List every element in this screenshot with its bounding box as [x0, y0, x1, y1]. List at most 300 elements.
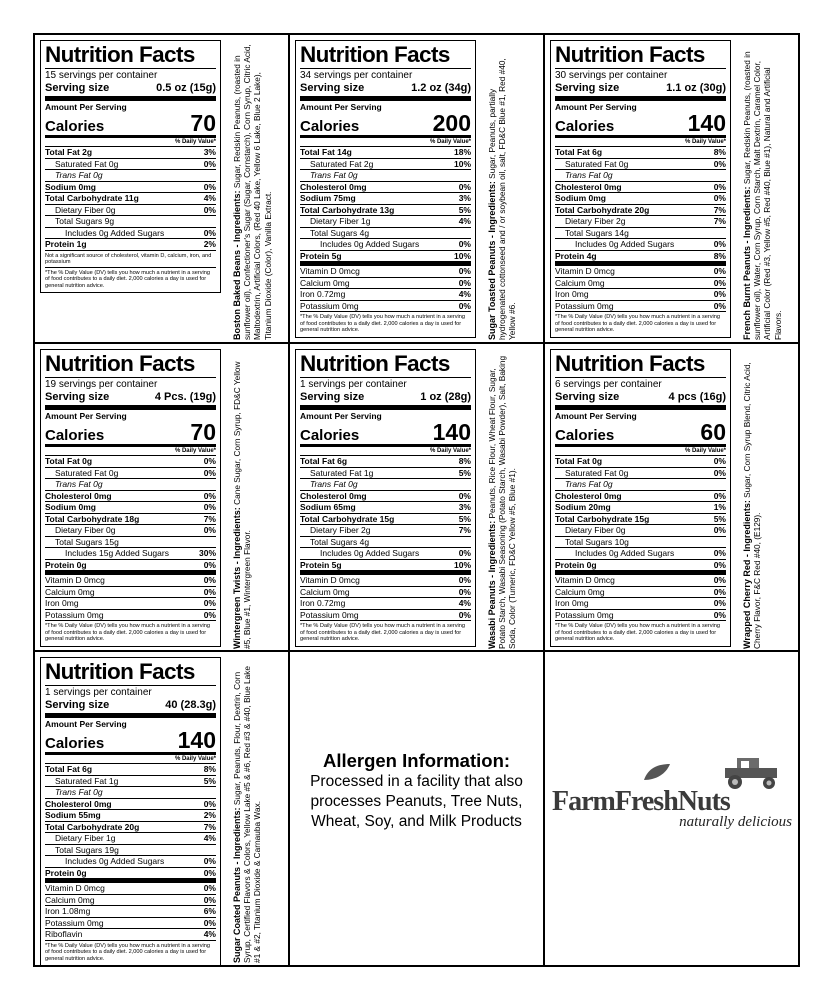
nutrient-label: Saturated Fat 0g: [565, 158, 629, 169]
nutrient-dv: 8%: [713, 147, 726, 157]
nutrient-row: [45, 147, 216, 159]
nutrient-label: Dietary Fiber 1g: [310, 216, 371, 226]
nutrient-dv: 5%: [713, 513, 726, 524]
nutrient-dv: 0%: [203, 798, 216, 809]
nutrient-dv: 0%: [458, 181, 471, 192]
nutrient-row: [45, 799, 216, 811]
nutrient-dv: 6%: [203, 906, 216, 916]
nutrient-label: Potassium 0mg: [555, 300, 614, 311]
amount-per-serving: Amount Per Serving: [300, 102, 382, 112]
nutrient-row: [555, 301, 726, 313]
nutrient-label: Total Carbohydrate 11g: [45, 193, 139, 203]
daily-value-header: % Daily Value*: [555, 138, 726, 147]
nutrient-dv: 0%: [203, 598, 216, 608]
nutrient-label: Vitamin D 0mcg: [555, 266, 615, 276]
serving-size-value: 40 (28.3g): [165, 699, 216, 711]
nutrient-row: [300, 193, 471, 205]
product-cell: [545, 344, 798, 651]
nutrient-row: [300, 468, 471, 480]
nutrient-dv: 2%: [203, 810, 216, 820]
nutrient-dv: 0%: [458, 266, 471, 276]
nutrient-label: Iron 0mg: [555, 598, 589, 608]
nutrient-dv: 7%: [203, 821, 216, 832]
leaf-icon: [642, 762, 672, 782]
nutrient-label: Total Fat 6g: [555, 147, 603, 157]
nutrient-row: [45, 776, 216, 788]
nutrient-row: [300, 479, 471, 491]
nutrient-row: [300, 266, 471, 278]
nutrient-label: Protein 5g: [300, 559, 342, 570]
footnote: *The % Daily Value (DV) tells you how much a nutrient in a serving of food contributes to a daily diet. 2,000 calories a day is used for general nutrition advice.: [555, 314, 720, 334]
nutrient-label: Total Fat 0g: [555, 456, 603, 466]
nutrient-dv: 4%: [458, 216, 471, 226]
nutrient-label: Total Fat 14g: [300, 147, 352, 157]
serving-size-label: Serving size: [45, 391, 110, 403]
ingredients-text: Sugar, Redskin Peanuts, (roasted in sunflower oil), Confectioner's Sugar (Sugar, Cornstarch), Corn Syrup, Citric Acid, Maltodextrin, Artificial Colors, (Red 40 Lake, Yellow 6 Lake, Blue 2 Lake), Titanium Dioxide (Color), Vanilla Extract.: [232, 44, 273, 340]
daily-value-header: % Daily Value*: [300, 447, 471, 456]
nutrient-row: [45, 205, 216, 217]
nutrient-row: [300, 560, 471, 576]
nutrient-label: Calcium 0mg: [555, 277, 605, 288]
nutrient-dv: 5%: [458, 467, 471, 478]
serving-size-row: [300, 82, 471, 101]
nutrient-dv: 4%: [203, 193, 216, 203]
nutrient-row: [300, 182, 471, 194]
footnote: *The % Daily Value (DV) tells you how much a nutrient in a serving of food contributes to a daily diet. 2,000 calories a day is used for general nutrition advice.: [45, 623, 210, 643]
nutrient-dv: 0%: [713, 575, 726, 585]
nutrient-row: [45, 918, 216, 930]
nutrient-label: Vitamin D 0mcg: [555, 575, 615, 585]
nutrient-label: Total Carbohydrate 20g: [45, 821, 140, 832]
calories-value: 70: [190, 419, 216, 445]
nutrient-label: Dietary Fiber 0g: [55, 204, 116, 215]
calories-row: [45, 112, 216, 138]
calories-row: [555, 112, 726, 138]
nutrient-dv: 0%: [713, 490, 726, 501]
nutrient-label: Calcium 0mg: [555, 586, 605, 597]
nutrient-dv: 0%: [713, 609, 726, 620]
ingredients-rotated: [742, 44, 783, 340]
servings-per-container: 34 servings per container: [300, 68, 471, 82]
nutrient-dv: 0%: [203, 227, 216, 238]
product-name: Wasabi Peanuts - Ingredients:: [487, 520, 497, 649]
nutrient-row: [300, 278, 471, 290]
nutrient-label: Total Sugars 4g: [310, 536, 370, 547]
product-name: Sugar Toasted Peanuts - Ingredients:: [487, 181, 497, 340]
nutrient-dv: 0%: [203, 894, 216, 905]
nutrient-label: Includes 0g Added Sugars: [320, 239, 420, 249]
nutrition-facts-title: Nutrition Facts: [45, 351, 195, 376]
serving-size-value: 0.5 oz (15g): [156, 82, 216, 94]
nutrient-row: [300, 456, 471, 468]
nutrient-row: [555, 468, 726, 480]
nutrient-label: Trans Fat 0g: [55, 170, 103, 180]
calories-label: Calories: [45, 118, 105, 135]
nutrient-dv: 0%: [713, 277, 726, 288]
nutrition-facts-panel: [40, 657, 221, 965]
nutrient-label: Vitamin D 0mcg: [300, 266, 360, 276]
daily-value-header: % Daily Value*: [45, 447, 216, 456]
nutrient-label: Saturated Fat 0g: [55, 467, 119, 478]
product-name: Boston Baked Beans - Ingredients:: [232, 190, 242, 340]
amount-per-serving: Amount Per Serving: [45, 102, 127, 112]
brand-logo: [552, 768, 792, 831]
nutrient-row: [300, 491, 471, 503]
nutrient-label: Total Carbohydrate 20g: [555, 204, 650, 215]
footnote: *The % Daily Value (DV) tells you how much a nutrient in a serving of food contributes to a daily diet. 2,000 calories a day is used for general nutrition advice.: [300, 623, 465, 643]
calories-label: Calories: [555, 427, 615, 444]
nutrient-label: Vitamin D 0mcg: [45, 575, 105, 585]
nutrient-label: Vitamin D 0mcg: [45, 883, 105, 893]
nutrient-label: Sodium 0mg: [45, 181, 97, 192]
ingredients-text: Sugar, Peanuts, partially hydrogenated cottonseed and / or soybean oil, salt, FD&C Blue #1, Red #40, Yellow #6.: [487, 58, 518, 340]
nutrient-label: Includes 0g Added Sugars: [575, 548, 675, 558]
nutrition-facts-title: Nutrition Facts: [555, 42, 705, 67]
amount-per-serving: Amount Per Serving: [555, 102, 637, 112]
nutrient-dv: 0%: [458, 277, 471, 288]
ingredients-text: Peanuts, Rice Flour, Wheat Flour, Sugar, Potato Starch, Wasabi Seasoning (Potato Starch, Wasabi Powder), Salt, Baking Soda, Color (Tumeric, FD&C Yellow #5, Blue #1).: [487, 355, 518, 649]
nutrient-dv: 0%: [203, 609, 216, 620]
nutrient-label: Trans Fat 0g: [565, 170, 613, 180]
serving-size-value: 4 Pcs. (19g): [154, 391, 216, 403]
nutrient-row: [555, 537, 726, 549]
nutrient-dv: 7%: [713, 216, 726, 226]
nutrient-row: [45, 170, 216, 182]
nutrient-row: [300, 514, 471, 526]
serving-size-value: 1.1 oz (30g): [666, 82, 726, 94]
nutrient-label: Iron 0mg: [555, 289, 589, 299]
nutrient-label: Trans Fat 0g: [55, 787, 103, 797]
nutrient-label: Total Sugars 4g: [310, 227, 370, 238]
nutrient-row: [45, 787, 216, 799]
nutrient-label: Total Carbohydrate 13g: [300, 204, 395, 215]
nutrient-label: Sodium 0mg: [555, 193, 607, 203]
nutrient-label: Protein 4g: [555, 250, 597, 261]
nutrient-dv: 7%: [458, 525, 471, 535]
nutrient-label: Dietary Fiber 1g: [55, 833, 116, 843]
nutrient-label: Sodium 65mg: [300, 502, 356, 512]
nutrient-dv: 0%: [713, 559, 726, 570]
nutrient-label: Dietary Fiber 0g: [55, 525, 116, 535]
calories-value: 70: [190, 110, 216, 136]
nutrient-row: [555, 251, 726, 267]
nutrient-label: Total Carbohydrate 15g: [300, 513, 395, 524]
nutrient-dv: 3%: [458, 193, 471, 203]
nutrient-label: Total Sugars 9g: [55, 216, 115, 226]
product-cell: [290, 35, 543, 342]
nutrient-row: [555, 239, 726, 251]
calories-label: Calories: [45, 735, 105, 752]
nutrient-label: Vitamin D 0mcg: [300, 575, 360, 585]
nutrient-row: [45, 548, 216, 560]
nutrient-label: Trans Fat 0g: [55, 479, 103, 489]
calories-row: [45, 421, 216, 447]
serving-size-value: 4 pcs (16g): [668, 391, 726, 403]
serving-size-label: Serving size: [45, 82, 110, 94]
nutrient-row: [300, 587, 471, 599]
footnote: *The % Daily Value (DV) tells you how much a nutrient in a serving of food contributes to a daily diet. 2,000 calories a day is used for general nutrition advice.: [555, 623, 720, 643]
nutrient-dv: 0%: [713, 158, 726, 169]
nutrient-row: [300, 610, 471, 622]
nutrient-row: [300, 205, 471, 217]
nutrient-dv: 5%: [458, 513, 471, 524]
nutrient-row: [300, 216, 471, 228]
nutrient-row: [300, 147, 471, 159]
nutrient-label: Trans Fat 0g: [565, 479, 613, 489]
nutrient-dv: 1%: [713, 502, 726, 512]
nutrition-facts-panel: [40, 40, 221, 293]
nutrient-dv: 0%: [203, 490, 216, 501]
nutrient-label: Iron 0.72mg: [300, 289, 346, 299]
nutrient-label: Calcium 0mg: [45, 894, 95, 905]
nutrient-label: Protein 0g: [45, 867, 87, 878]
nutrient-row: [300, 548, 471, 560]
nutrient-label: Sodium 20mg: [555, 502, 611, 512]
nutrient-dv: 0%: [203, 502, 216, 512]
nutrient-dv: 0%: [203, 181, 216, 192]
nutrient-label: Potassium 0mg: [555, 609, 614, 620]
nutrition-facts-panel: [295, 349, 476, 647]
nutrient-label: Saturated Fat 0g: [565, 467, 629, 478]
product-cell: [35, 652, 288, 965]
ingredients-text: Sugar, Redskin Peanuts, (roasted in sunflower oil), Water, Corn Syrup, Corn Starch, Malt Dextrin, Caramel Color, Artificial Color (Red #3, Yellow #5, Red #40, Blue #1), Natural and Artificial Flavors.: [742, 51, 783, 340]
nutrient-dv: 0%: [713, 193, 726, 203]
daily-value-header: % Daily Value*: [555, 447, 726, 456]
nutrient-row: [300, 502, 471, 514]
nutrient-label: Potassium 0mg: [45, 917, 104, 928]
nutrient-label: Calcium 0mg: [300, 277, 350, 288]
nutrition-facts-title: Nutrition Facts: [45, 42, 195, 67]
nutrient-label: Potassium 0mg: [45, 609, 104, 620]
nutrient-dv: 0%: [203, 856, 216, 866]
nutrient-row: [45, 906, 216, 918]
nutrient-dv: 3%: [203, 147, 216, 157]
product-cell: [290, 344, 543, 651]
nutrient-label: Saturated Fat 0g: [55, 158, 119, 169]
nutrient-row: [555, 598, 726, 610]
nutrition-facts-panel: [295, 40, 476, 338]
nutrient-row: [555, 456, 726, 468]
nutrient-row: [45, 575, 216, 587]
nutrient-label: Total Fat 0g: [45, 456, 93, 466]
servings-per-container: 19 servings per container: [45, 377, 216, 391]
nutrient-row: [45, 560, 216, 576]
nutrient-row: [300, 575, 471, 587]
nutrient-dv: 4%: [203, 929, 216, 939]
nutrient-row: [555, 479, 726, 491]
nutrient-label: Total Carbohydrate 15g: [555, 513, 650, 524]
nutrient-dv: 0%: [203, 204, 216, 215]
nutrient-row: [45, 822, 216, 834]
nutrient-dv: 0%: [713, 467, 726, 478]
nutrition-facts-title: Nutrition Facts: [555, 351, 705, 376]
nutrient-row: [45, 228, 216, 240]
serving-size-label: Serving size: [555, 82, 620, 94]
nutrient-label: Cholesterol 0mg: [45, 490, 112, 501]
nutrient-row: [45, 491, 216, 503]
ingredients-text: Sugar, Peanuts, Flour, Dextrin, Corn Syrup, Certified Flavors & Colors, Yellow Lake #5 & #6, Red #3 & #40, Blue Lake #1 & #2, Titanium Dioxide & Carnauba Wax.: [232, 665, 263, 963]
serving-size-label: Serving size: [555, 391, 620, 403]
nutrient-dv: 30%: [198, 548, 216, 558]
amount-per-serving: Amount Per Serving: [555, 411, 637, 421]
calories-row: [300, 421, 471, 447]
calories-label: Calories: [555, 118, 615, 135]
ingredients-rotated: [232, 353, 252, 649]
nutrient-label: Trans Fat 0g: [310, 479, 358, 489]
nutrient-row: [300, 170, 471, 182]
ingredients-text: Cane Sugar, Corn Syrup, FD&C Yellow #5, Blue #1, Wintergreen Flavor.: [232, 361, 253, 649]
nutrient-label: Includes 0g Added Sugars: [575, 239, 675, 249]
nutrient-label: Protein 0g: [555, 559, 597, 570]
nutrient-row: [555, 491, 726, 503]
calories-value: 140: [687, 110, 726, 136]
ingredients-rotated: [487, 353, 518, 649]
serving-size-label: Serving size: [300, 82, 365, 94]
nutrient-dv: 0%: [713, 586, 726, 597]
nutrient-label: Dietary Fiber 0g: [565, 525, 626, 535]
servings-per-container: 15 servings per container: [45, 68, 216, 82]
nutrient-row: [45, 537, 216, 549]
nutrient-label: Iron 0.72mg: [300, 598, 346, 608]
nutrient-row: [45, 883, 216, 895]
nutrient-dv: 0%: [713, 525, 726, 535]
nutrient-label: Iron 0mg: [45, 598, 79, 608]
nutrient-dv: 0%: [458, 490, 471, 501]
nutrient-dv: 0%: [713, 548, 726, 558]
calories-label: Calories: [300, 118, 360, 135]
nutrient-label: Trans Fat 0g: [310, 170, 358, 180]
nutrient-dv: 4%: [203, 833, 216, 843]
nutrient-label: Total Carbohydrate 18g: [45, 513, 140, 524]
nutrient-row: [555, 228, 726, 240]
daily-value-header: % Daily Value*: [300, 138, 471, 147]
nutrient-label: Dietary Fiber 2g: [310, 525, 371, 535]
nutrient-dv: 0%: [203, 525, 216, 535]
nutrient-dv: 5%: [458, 204, 471, 215]
product-name: French Burnt Peanuts - Ingredients:: [742, 186, 752, 340]
nutrient-dv: 0%: [203, 559, 216, 570]
nutrient-label: Total Sugars 15g: [55, 536, 119, 547]
calories-row: [300, 112, 471, 138]
ingredients-text: Sugar, Corn Syrup Blend, Citric Acid, Cherry Flavor, F&C Red #40, (E129).: [742, 362, 763, 649]
ingredients-rotated: [487, 44, 518, 340]
nutrient-row: [45, 479, 216, 491]
calories-value: 140: [177, 727, 216, 753]
nutrient-dv: 0%: [458, 300, 471, 311]
nutrition-sheet: [33, 33, 800, 967]
nutrient-label: Potassium 0mg: [300, 300, 359, 311]
calories-row: [555, 421, 726, 447]
nutrient-row: [45, 468, 216, 480]
nutrient-row: [555, 548, 726, 560]
allergen-info: [290, 750, 543, 832]
nutrient-label: Protein 0g: [45, 559, 87, 570]
nutrient-row: [555, 575, 726, 587]
nutrient-dv: 5%: [203, 775, 216, 786]
nutrient-label: Sodium 55mg: [45, 810, 101, 820]
nutrient-dv: 8%: [203, 764, 216, 774]
footnote: *The % Daily Value (DV) tells you how much a nutrient in a serving of food contributes to a daily diet. 2,000 calories a day is used for general nutrition advice.: [45, 942, 210, 962]
ingredients-rotated: [232, 44, 273, 340]
nutrient-row: [300, 525, 471, 537]
nutrient-label: Total Sugars 14g: [565, 227, 629, 238]
nutrient-label: Total Fat 6g: [45, 764, 93, 774]
nutrient-label: Protein 5g: [300, 250, 342, 261]
nutrient-dv: 0%: [458, 586, 471, 597]
nutrient-label: Dietary Fiber 2g: [565, 216, 626, 226]
nutrient-label: Saturated Fat 2g: [310, 158, 374, 169]
nutrient-dv: 3%: [458, 502, 471, 512]
product-cell: [545, 35, 798, 342]
amount-per-serving: Amount Per Serving: [45, 719, 127, 729]
nutrient-label: Protein 1g: [45, 239, 87, 249]
nutrient-row: [45, 895, 216, 907]
nutrient-row: [45, 764, 216, 776]
daily-value-header: % Daily Value*: [45, 138, 216, 147]
amount-per-serving: Amount Per Serving: [45, 411, 127, 421]
serving-size-row: [45, 699, 216, 718]
calories-value: 60: [700, 419, 726, 445]
nutrition-facts-title: Nutrition Facts: [45, 659, 195, 684]
nutrient-dv: 0%: [203, 917, 216, 928]
nutrient-label: Saturated Fat 1g: [310, 467, 374, 478]
nutrient-dv: 0%: [713, 300, 726, 311]
nutrient-dv: 0%: [203, 575, 216, 585]
brand-name: FarmFreshNuts: [552, 786, 730, 817]
nutrient-dv: 0%: [713, 289, 726, 299]
nutrient-row: [555, 610, 726, 622]
nutrient-row: [555, 182, 726, 194]
nutrient-label: Cholesterol 0mg: [555, 490, 622, 501]
nutrient-label: Saturated Fat 1g: [55, 775, 119, 786]
nutrient-dv: 0%: [713, 266, 726, 276]
nutrient-row: [555, 289, 726, 301]
product-name: Wintergreen Twists - Ingredients:: [232, 507, 242, 649]
nutrient-row: [45, 833, 216, 845]
nutrition-facts-panel: [550, 40, 731, 338]
nutrient-row: [45, 502, 216, 514]
ingredients-rotated: [232, 660, 263, 963]
servings-per-container: 6 servings per container: [555, 377, 726, 391]
nutrient-label: Cholesterol 0mg: [45, 798, 112, 809]
nutrient-row: [300, 598, 471, 610]
nutrient-row: [45, 868, 216, 884]
nutrient-row: [45, 929, 216, 941]
nutrient-dv: 7%: [713, 204, 726, 215]
nutrient-label: Total Sugars 10g: [565, 536, 629, 547]
daily-value-header: % Daily Value*: [45, 755, 216, 764]
nutrient-label: Cholesterol 0mg: [300, 490, 367, 501]
nutrient-dv: 0%: [458, 239, 471, 249]
nutrient-dv: 0%: [458, 609, 471, 620]
nutrient-dv: 4%: [458, 598, 471, 608]
brand-tagline: naturally delicious: [679, 814, 792, 830]
nutrient-label: Cholesterol 0mg: [555, 181, 622, 192]
nutrient-dv: 0%: [713, 239, 726, 249]
nutrient-dv: 0%: [203, 456, 216, 466]
serving-size-row: [300, 391, 471, 410]
nutrient-label: Potassium 0mg: [300, 609, 359, 620]
nutrient-dv: 7%: [203, 513, 216, 524]
nutrient-dv: 0%: [203, 467, 216, 478]
amount-per-serving: Amount Per Serving: [300, 411, 382, 421]
nutrient-label: Sodium 0mg: [45, 502, 97, 512]
nutrient-row: [555, 170, 726, 182]
serving-size-row: [555, 391, 726, 410]
nutrient-row: [300, 301, 471, 313]
servings-per-container: 1 servings per container: [45, 685, 216, 699]
nutrient-label: Total Fat 6g: [300, 456, 348, 466]
